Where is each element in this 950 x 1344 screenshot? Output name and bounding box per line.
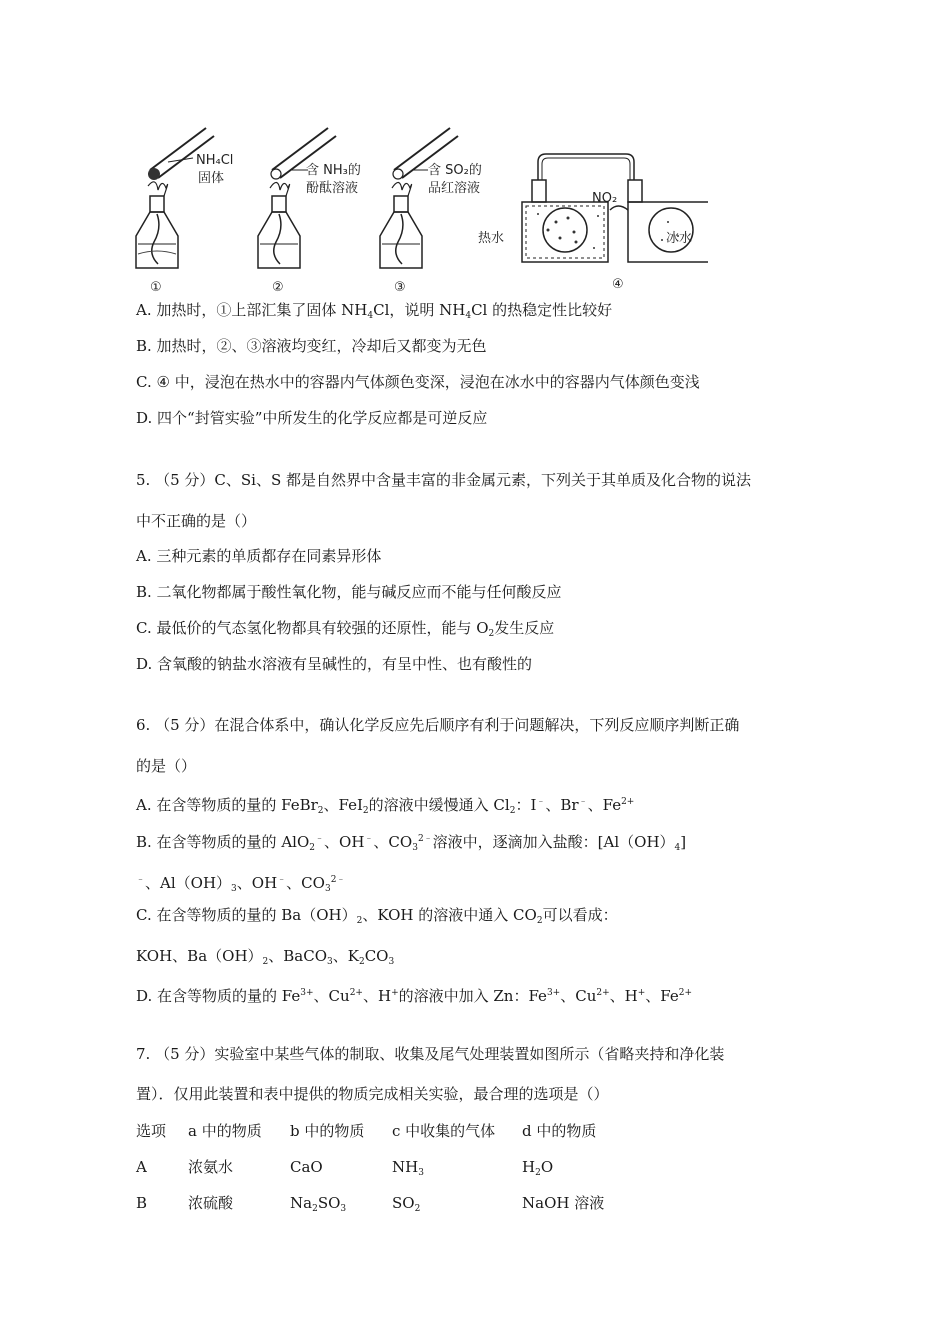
- row-a-a: 浓氨水: [188, 1158, 234, 1176]
- row-a-d: $H_2O$: [522, 1158, 554, 1178]
- row-b-a: 浓硫酸: [188, 1194, 234, 1212]
- label-n2: ②: [272, 280, 284, 295]
- table-header-b: b 中的物质: [290, 1122, 365, 1140]
- q5-option-a: A. 三种元素的单质都存在同素异形体: [136, 547, 382, 565]
- label-phenol: 酚酞溶液: [306, 181, 359, 196]
- experiment-figure: [128, 118, 708, 298]
- row-b-option: B: [136, 1194, 148, 1212]
- row-b-c: $SO_2$: [392, 1194, 421, 1214]
- q6-option-c-cont: KOH、$Ba(OH)_2$、BaCO$_3$、$K_2CO_3$: [136, 947, 395, 967]
- q5-option-d: D. 含氧酸的钠盐水溶液有呈碱性的，有呈中性、也有酸性的: [136, 655, 533, 673]
- row-a-option: A: [136, 1158, 147, 1176]
- label-no2: NO₂: [592, 191, 618, 206]
- q6-option-d: D. 在含等物质的量的 $Fe^{3+}$、$Cu^{2+}$、H+的溶液中加入 Zn：$Fe^{3+}$、$Cu^{2+}$、H+、$Fe^{2+}$: [136, 987, 693, 1005]
- q6-stem-cont: 的是（）: [136, 757, 197, 775]
- label-solid: 固体: [198, 171, 225, 186]
- q4-option-a: A. 加热时，①上部汇集了固体 $NH_4Cl$，说明 $NH_4Cl$ 的热稳定性比较好: [136, 301, 613, 321]
- label-nh4cl: NH₄Cl: [196, 153, 234, 168]
- alcohol-lamp-2: [258, 182, 300, 268]
- label-hot-water: 热水: [478, 231, 505, 246]
- q5-option-c: C. 最低价的气态氢化物都具有较强的还原性，能与 $O_2$发生反应: [136, 619, 555, 639]
- q6-option-b-cont: ﹣、$Al(OH)_3$、OH﹣、$CO_3^{2﹣}$: [136, 874, 346, 894]
- label-nh3: 含 NH₃的: [306, 163, 361, 178]
- label-so2: 含 SO₂的: [428, 163, 482, 178]
- q4-option-b: B. 加热时，②、③溶液均变红，冷却后又都变为无色: [136, 337, 487, 355]
- row-a-c: $NH_3$: [392, 1158, 424, 1178]
- row-a-b: CaO: [290, 1158, 323, 1176]
- row-b-b: $Na_2SO_3$: [290, 1194, 347, 1214]
- table-header-d: d 中的物质: [522, 1122, 597, 1140]
- q6-stem: 6. （5 分）在混合体系中，确认化学反应先后顺序有利于问题解决，下列反应顺序判断正确: [136, 716, 740, 734]
- q4-option-d: D. 四个“封管实验”中所发生的化学反应都是可逆反应: [136, 409, 488, 427]
- label-n1: ①: [150, 280, 162, 295]
- q4-option-c: C. ④ 中，浸泡在热水中的容器内气体颜色变深，浸泡在冰水中的容器内气体颜色变浅: [136, 373, 700, 391]
- q6-option-c: C. 在含等物质的量的 $Ba(OH)_2$、KOH 的溶液中通入 $CO_2$可以看成：: [136, 906, 618, 926]
- label-n4: ④: [612, 277, 624, 292]
- q5-stem: 5. （5 分）C、Si、S 都是自然界中含量丰富的非金属元素，下列关于其单质及化合物的说法: [136, 471, 751, 489]
- q6-option-b: B. 在含等物质的量的 AlO$_2$﹣、OH﹣、$CO_3^{2﹣}$溶液中，逐滴加入盐酸：$[Al(OH)_4]$: [136, 833, 687, 853]
- alcohol-lamp-1: [136, 182, 178, 268]
- label-n3: ③: [394, 280, 406, 295]
- alcohol-lamp-3: [380, 182, 422, 268]
- q6-option-a: A. 在含等物质的量的 FeBr$_2$、FeI$_2$的溶液中缓慢通入 $Cl_2$：I﹣、Br﹣、$Fe^{2+}$: [136, 796, 635, 816]
- label-ice-water: 冰水: [666, 231, 693, 246]
- row-b-d: NaOH 溶液: [522, 1194, 605, 1212]
- q7-stem: 7. （5 分）实验室中某些气体的制取、收集及尾气处理装置如图所示（省略夹持和净化装: [136, 1045, 725, 1063]
- table-header-c: c 中收集的气体: [392, 1122, 496, 1140]
- q5-stem-cont: 中不正确的是（）: [136, 512, 257, 530]
- q7-stem-cont: 置）．仅用此装置和表中提供的物质完成相关实验，最合理的选项是（）: [136, 1085, 609, 1103]
- table-header-option: 选项: [136, 1122, 167, 1140]
- q5-option-b: B. 二氧化物都属于酸性氧化物，能与碱反应而不能与任何酸反应: [136, 583, 562, 601]
- label-fuchsine: 品红溶液: [428, 181, 481, 196]
- table-header-a: a 中的物质: [188, 1122, 262, 1140]
